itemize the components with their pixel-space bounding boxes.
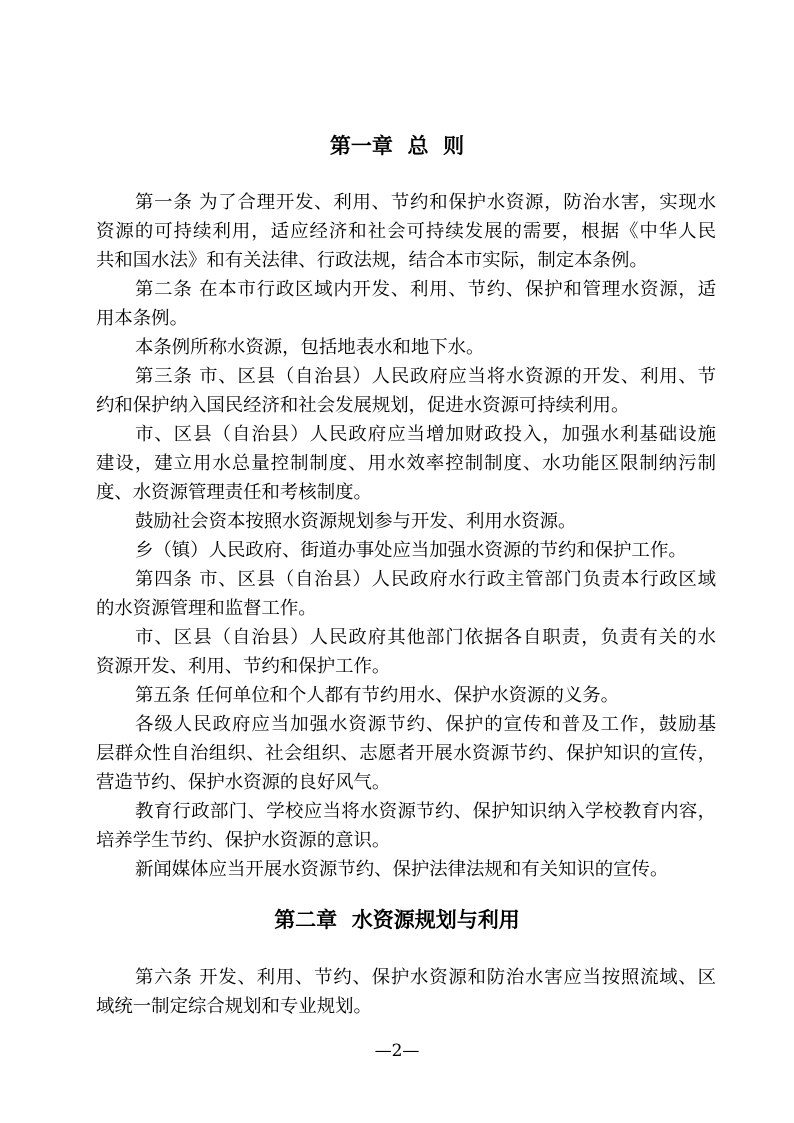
article-3-line-2: 约和保护纳入国民经济和社会发展规划，促进水资源可持续利用。 <box>96 395 630 416</box>
article-6-line-1: 第六条 开发、利用、节约、保护水资源和防治水害应当按照流域、区 <box>135 967 716 988</box>
article-5-para-2-line-2: 层群众性自治组织、社会组织、志愿者开展水资源节约、保护知识的宣传， <box>96 743 716 764</box>
article-2-line-1: 第二条 在本市行政区域内开发、利用、节约、保护和管理水资源，适 <box>135 279 716 300</box>
article-5-para-3-line-2: 培养学生节约、保护水资源的意识。 <box>96 830 391 851</box>
chapter-2-title: 第二章 水资源规划与利用 <box>274 908 520 932</box>
article-5-para-3-line-1: 教育行政部门、学校应当将水资源节约、保护知识纳入学校教育内容， <box>135 801 716 822</box>
article-2-para-2: 本条例所称水资源，包括地表水和地下水。 <box>135 337 485 358</box>
article-5-para-4: 新闻媒体应当开展水资源节约、保护法律法规和有关知识的宣传。 <box>135 859 669 880</box>
article-3-para-2-line-2: 建设，建立用水总量控制制度、用水效率控制制度、水功能区限制纳污制 <box>96 453 716 474</box>
article-5-para-2-line-1: 各级人民政府应当加强水资源节约、保护的宣传和普及工作，鼓励基 <box>135 714 716 735</box>
article-3-para-2-line-1: 市、区县（自治县）人民政府应当增加财政投入，加强水利基础设施 <box>135 424 716 445</box>
article-4-line-1: 第四条 市、区县（自治县）人民政府水行政主管部门负责本行政区域 <box>135 569 716 590</box>
article-3-para-3: 鼓励社会资本按照水资源规划参与开发、利用水资源。 <box>135 511 577 532</box>
article-5-para-2-line-3: 营造节约、保护水资源的良好风气。 <box>96 772 391 793</box>
article-3-para-2-line-3: 度、水资源管理责任和考核制度。 <box>96 482 372 503</box>
article-3-para-4: 乡（镇）人民政府、街道办事处应当加强水资源的节约和保护工作。 <box>135 540 687 561</box>
article-2-line-2: 用本条例。 <box>96 308 188 329</box>
article-4-line-2: 的水资源管理和监督工作。 <box>96 598 317 619</box>
article-1-line-1: 第一条 为了合理开发、利用、节约和保护水资源，防治水害，实现水 <box>135 192 716 213</box>
article-1-line-2: 资源的可持续利用，适应经济和社会可持续发展的需要，根据《中华人民 <box>96 221 716 242</box>
article-3-line-1: 第三条 市、区县（自治县）人民政府应当将水资源的开发、利用、节 <box>135 366 716 387</box>
page-number: —2— <box>374 1041 420 1061</box>
chapter-1-title: 第一章 总 则 <box>329 134 465 158</box>
article-4-para-2-line-1: 市、区县（自治县）人民政府其他部门依据各自职责，负责有关的水 <box>135 627 716 648</box>
article-6-line-2: 域统一制定综合规划和专业规划。 <box>96 996 372 1017</box>
article-1-line-3: 共和国水法》和有关法律、行政法规，结合本市实际，制定本条例。 <box>96 250 648 271</box>
article-4-para-2-line-2: 资源开发、利用、节约和保护工作。 <box>96 656 391 677</box>
article-5-line-1: 第五条 任何单位和个人都有节约用水、保护水资源的义务。 <box>135 685 620 706</box>
